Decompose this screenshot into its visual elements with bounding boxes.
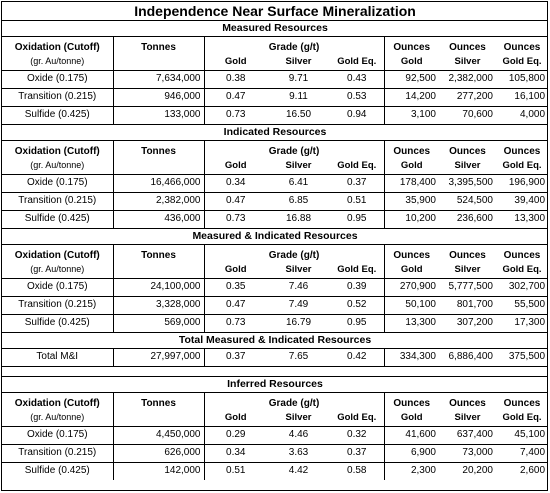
gold-eq-grade-header: Gold Eq. bbox=[330, 53, 384, 70]
gold-eq-ounces-header: Gold Eq. bbox=[502, 159, 542, 171]
cutoff-unit-header: (gr. Au/tonne) bbox=[2, 409, 113, 426]
ounces-header: Ounces bbox=[449, 42, 486, 53]
gold-grade-value: 0.47 bbox=[204, 192, 267, 210]
row-label: Sulfide (0.425) bbox=[2, 106, 113, 124]
silver-ounces-value: 6,886,400 bbox=[439, 348, 496, 366]
row-label: Transition (0.215) bbox=[2, 192, 113, 210]
table-row bbox=[2, 278, 548, 296]
silver-ounces-value: 637,400 bbox=[439, 426, 496, 444]
page-title: Independence Near Surface Mineralization bbox=[2, 2, 548, 20]
gold-eq-grade-header: Gold Eq. bbox=[330, 409, 384, 426]
gold-ounces-header: Gold bbox=[400, 55, 423, 67]
section-inferred bbox=[2, 376, 548, 480]
ounces-header: Ounces bbox=[393, 42, 431, 53]
gold-eq-ounces-value: 375,500 bbox=[496, 348, 548, 366]
section-total bbox=[2, 332, 548, 376]
gold-grade-header: Gold bbox=[224, 159, 247, 171]
tonnes-header: Tonnes bbox=[113, 392, 204, 409]
section-indicated bbox=[2, 124, 548, 228]
gold-eq-grade-value: 0.42 bbox=[330, 348, 384, 366]
ounces-header: Ounces bbox=[503, 398, 541, 409]
ounces-header: Ounces bbox=[393, 398, 431, 409]
gold-ounces-value: 13,300 bbox=[384, 314, 439, 332]
table-row bbox=[2, 192, 548, 210]
gold-eq-ounces-value: 7,400 bbox=[496, 444, 548, 462]
silver-ounces-header: Silver bbox=[454, 159, 481, 171]
tonnes-header: Tonnes bbox=[113, 140, 204, 157]
oxidation-header: Oxidation (Cutoff) bbox=[2, 392, 113, 409]
silver-grade-value: 16.50 bbox=[267, 106, 330, 124]
grade-header: Grade (g/t) bbox=[204, 244, 384, 261]
silver-grade-value: 6.41 bbox=[267, 174, 330, 192]
tonnes-value: 27,997,000 bbox=[113, 348, 204, 366]
tonnes-value: 3,328,000 bbox=[113, 296, 204, 314]
silver-grade-value: 16.88 bbox=[267, 210, 330, 228]
silver-grade-value: 3.63 bbox=[267, 444, 330, 462]
empty-cell bbox=[113, 53, 204, 70]
tonnes-header: Tonnes bbox=[113, 36, 204, 53]
table-row bbox=[2, 444, 548, 462]
gold-grade-value: 0.51 bbox=[204, 462, 267, 480]
cutoff-unit-header: (gr. Au/tonne) bbox=[2, 53, 113, 70]
table-row bbox=[2, 174, 548, 192]
gold-eq-grade-value: 0.58 bbox=[330, 462, 384, 480]
silver-grade-value: 9.11 bbox=[267, 88, 330, 106]
spacer bbox=[2, 366, 548, 376]
gold-ounces-header: Gold bbox=[400, 159, 423, 171]
section-title: Total Measured & Indicated Resources bbox=[2, 332, 548, 348]
gold-eq-grade-value: 0.51 bbox=[330, 192, 384, 210]
silver-ounces-value: 73,000 bbox=[439, 444, 496, 462]
gold-grade-value: 0.37 bbox=[204, 348, 267, 366]
gold-eq-grade-value: 0.37 bbox=[330, 444, 384, 462]
gold-grade-value: 0.34 bbox=[204, 174, 267, 192]
table-row bbox=[2, 70, 548, 88]
silver-grade-value: 7.46 bbox=[267, 278, 330, 296]
table-row bbox=[2, 210, 548, 228]
table-row bbox=[2, 426, 548, 444]
silver-ounces-value: 236,600 bbox=[439, 210, 496, 228]
gold-grade-header: Gold bbox=[224, 263, 247, 275]
row-label: Oxide (0.175) bbox=[2, 278, 113, 296]
row-label: Oxide (0.175) bbox=[2, 426, 113, 444]
gold-eq-grade-value: 0.43 bbox=[330, 70, 384, 88]
gold-eq-grade-header: Gold Eq. bbox=[330, 157, 384, 174]
tonnes-value: 142,000 bbox=[113, 462, 204, 480]
tonnes-value: 626,000 bbox=[113, 444, 204, 462]
empty-cell bbox=[113, 157, 204, 174]
gold-ounces-value: 92,500 bbox=[384, 70, 439, 88]
row-label: Sulfide (0.425) bbox=[2, 210, 113, 228]
silver-grade-value: 7.65 bbox=[267, 348, 330, 366]
gold-grade-value: 0.35 bbox=[204, 278, 267, 296]
silver-grade-value: 4.42 bbox=[267, 462, 330, 480]
section-title: Measured Resources bbox=[2, 20, 548, 36]
gold-eq-grade-value: 0.39 bbox=[330, 278, 384, 296]
gold-eq-grade-value: 0.95 bbox=[330, 314, 384, 332]
gold-eq-grade-value: 0.37 bbox=[330, 174, 384, 192]
tonnes-value: 133,000 bbox=[113, 106, 204, 124]
section-measured bbox=[2, 20, 548, 124]
gold-ounces-value: 270,900 bbox=[384, 278, 439, 296]
silver-ounces-value: 277,200 bbox=[439, 88, 496, 106]
gold-grade-value: 0.29 bbox=[204, 426, 267, 444]
gold-ounces-value: 35,900 bbox=[384, 192, 439, 210]
gold-ounces-value: 14,200 bbox=[384, 88, 439, 106]
silver-ounces-value: 3,395,500 bbox=[439, 174, 496, 192]
section-measured-indicated bbox=[2, 228, 548, 332]
gold-eq-ounces-value: 17,300 bbox=[496, 314, 548, 332]
ounces-header: Ounces bbox=[503, 42, 541, 53]
silver-grade-value: 16.79 bbox=[267, 314, 330, 332]
cutoff-unit-header: (gr. Au/tonne) bbox=[2, 261, 113, 278]
gold-eq-grade-value: 0.94 bbox=[330, 106, 384, 124]
row-label: Oxide (0.175) bbox=[2, 174, 113, 192]
gold-ounces-value: 10,200 bbox=[384, 210, 439, 228]
gold-eq-ounces-value: 13,300 bbox=[496, 210, 548, 228]
silver-grade-value: 4.46 bbox=[267, 426, 330, 444]
gold-eq-ounces-value: 39,400 bbox=[496, 192, 548, 210]
gold-eq-ounces-value: 4,000 bbox=[496, 106, 548, 124]
gold-eq-ounces-header: Gold Eq. bbox=[502, 411, 542, 423]
ounces-header: Ounces bbox=[449, 398, 486, 409]
gold-eq-ounces-header: Gold Eq. bbox=[502, 55, 542, 67]
tonnes-value: 7,634,000 bbox=[113, 70, 204, 88]
silver-grade-header: Silver bbox=[285, 411, 312, 423]
gold-grade-value: 0.34 bbox=[204, 444, 267, 462]
gold-eq-grade-header: Gold Eq. bbox=[330, 261, 384, 278]
gold-ounces-value: 334,300 bbox=[384, 348, 439, 366]
tonnes-header: Tonnes bbox=[113, 244, 204, 261]
cutoff-unit-header: (gr. Au/tonne) bbox=[2, 157, 113, 174]
section-title: Indicated Resources bbox=[2, 124, 548, 140]
ounces-header: Ounces bbox=[449, 250, 486, 261]
ounces-header: Ounces bbox=[393, 250, 431, 261]
ounces-header: Ounces bbox=[503, 250, 541, 261]
empty-cell bbox=[113, 409, 204, 426]
gold-ounces-value: 6,900 bbox=[384, 444, 439, 462]
silver-grade-header: Silver bbox=[285, 263, 312, 275]
gold-eq-grade-value: 0.32 bbox=[330, 426, 384, 444]
ounces-header: Ounces bbox=[449, 146, 486, 157]
gold-eq-ounces-header: Gold Eq. bbox=[502, 263, 542, 275]
gold-grade-header: Gold bbox=[224, 411, 247, 423]
grade-header: Grade (g/t) bbox=[204, 392, 384, 409]
tonnes-value: 569,000 bbox=[113, 314, 204, 332]
total-row bbox=[2, 348, 548, 366]
silver-ounces-header: Silver bbox=[454, 411, 481, 423]
silver-ounces-value: 70,600 bbox=[439, 106, 496, 124]
table-row bbox=[2, 314, 548, 332]
tonnes-value: 436,000 bbox=[113, 210, 204, 228]
gold-ounces-value: 2,300 bbox=[384, 462, 439, 480]
gold-ounces-value: 50,100 bbox=[384, 296, 439, 314]
silver-ounces-value: 2,382,000 bbox=[439, 70, 496, 88]
silver-ounces-value: 801,700 bbox=[439, 296, 496, 314]
gold-eq-ounces-value: 105,800 bbox=[496, 70, 548, 88]
oxidation-header: Oxidation (Cutoff) bbox=[2, 36, 113, 53]
gold-eq-ounces-value: 196,900 bbox=[496, 174, 548, 192]
silver-grade-header: Silver bbox=[285, 55, 312, 67]
oxidation-header: Oxidation (Cutoff) bbox=[2, 244, 113, 261]
silver-ounces-value: 307,200 bbox=[439, 314, 496, 332]
gold-ounces-value: 41,600 bbox=[384, 426, 439, 444]
row-label: Transition (0.215) bbox=[2, 444, 113, 462]
row-label: Total M&I bbox=[2, 348, 113, 366]
silver-grade-header: Silver bbox=[285, 159, 312, 171]
gold-ounces-value: 3,100 bbox=[384, 106, 439, 124]
silver-grade-value: 9.71 bbox=[267, 70, 330, 88]
table-row bbox=[2, 106, 548, 124]
gold-eq-grade-value: 0.52 bbox=[330, 296, 384, 314]
gold-grade-value: 0.73 bbox=[204, 314, 267, 332]
section-title: Measured & Indicated Resources bbox=[2, 228, 548, 244]
gold-grade-value: 0.73 bbox=[204, 106, 267, 124]
tonnes-value: 4,450,000 bbox=[113, 426, 204, 444]
table-row bbox=[2, 88, 548, 106]
gold-eq-ounces-value: 302,700 bbox=[496, 278, 548, 296]
grade-header: Grade (g/t) bbox=[204, 140, 384, 157]
gold-eq-grade-value: 0.53 bbox=[330, 88, 384, 106]
gold-grade-value: 0.38 bbox=[204, 70, 267, 88]
grade-header: Grade (g/t) bbox=[204, 36, 384, 53]
silver-ounces-header: Silver bbox=[454, 263, 481, 275]
gold-grade-value: 0.47 bbox=[204, 88, 267, 106]
silver-ounces-value: 524,500 bbox=[439, 192, 496, 210]
gold-eq-ounces-value: 45,100 bbox=[496, 426, 548, 444]
gold-eq-ounces-value: 55,500 bbox=[496, 296, 548, 314]
gold-grade-value: 0.73 bbox=[204, 210, 267, 228]
silver-ounces-header: Silver bbox=[454, 55, 481, 67]
gold-ounces-value: 178,400 bbox=[384, 174, 439, 192]
table-row bbox=[2, 462, 548, 480]
silver-ounces-value: 20,200 bbox=[439, 462, 496, 480]
silver-grade-value: 6.85 bbox=[267, 192, 330, 210]
gold-grade-value: 0.47 bbox=[204, 296, 267, 314]
gold-ounces-header: Gold bbox=[400, 411, 423, 423]
tonnes-value: 16,466,000 bbox=[113, 174, 204, 192]
gold-eq-ounces-value: 2,600 bbox=[496, 462, 548, 480]
tonnes-value: 946,000 bbox=[113, 88, 204, 106]
gold-grade-header: Gold bbox=[224, 55, 247, 67]
row-label: Oxide (0.175) bbox=[2, 70, 113, 88]
gold-eq-grade-value: 0.95 bbox=[330, 210, 384, 228]
oxidation-header: Oxidation (Cutoff) bbox=[2, 140, 113, 157]
row-label: Transition (0.215) bbox=[2, 88, 113, 106]
silver-grade-value: 7.49 bbox=[267, 296, 330, 314]
gold-ounces-header: Gold bbox=[400, 263, 423, 275]
row-label: Transition (0.215) bbox=[2, 296, 113, 314]
silver-ounces-value: 5,777,500 bbox=[439, 278, 496, 296]
row-label: Sulfide (0.425) bbox=[2, 314, 113, 332]
gold-eq-ounces-value: 16,100 bbox=[496, 88, 548, 106]
resource-table bbox=[1, 1, 548, 491]
ounces-header: Ounces bbox=[503, 146, 541, 157]
ounces-header: Ounces bbox=[393, 146, 431, 157]
row-label: Sulfide (0.425) bbox=[2, 462, 113, 480]
empty-cell bbox=[113, 261, 204, 278]
tonnes-value: 2,382,000 bbox=[113, 192, 204, 210]
tonnes-value: 24,100,000 bbox=[113, 278, 204, 296]
section-title: Inferred Resources bbox=[2, 376, 548, 392]
table-row bbox=[2, 296, 548, 314]
